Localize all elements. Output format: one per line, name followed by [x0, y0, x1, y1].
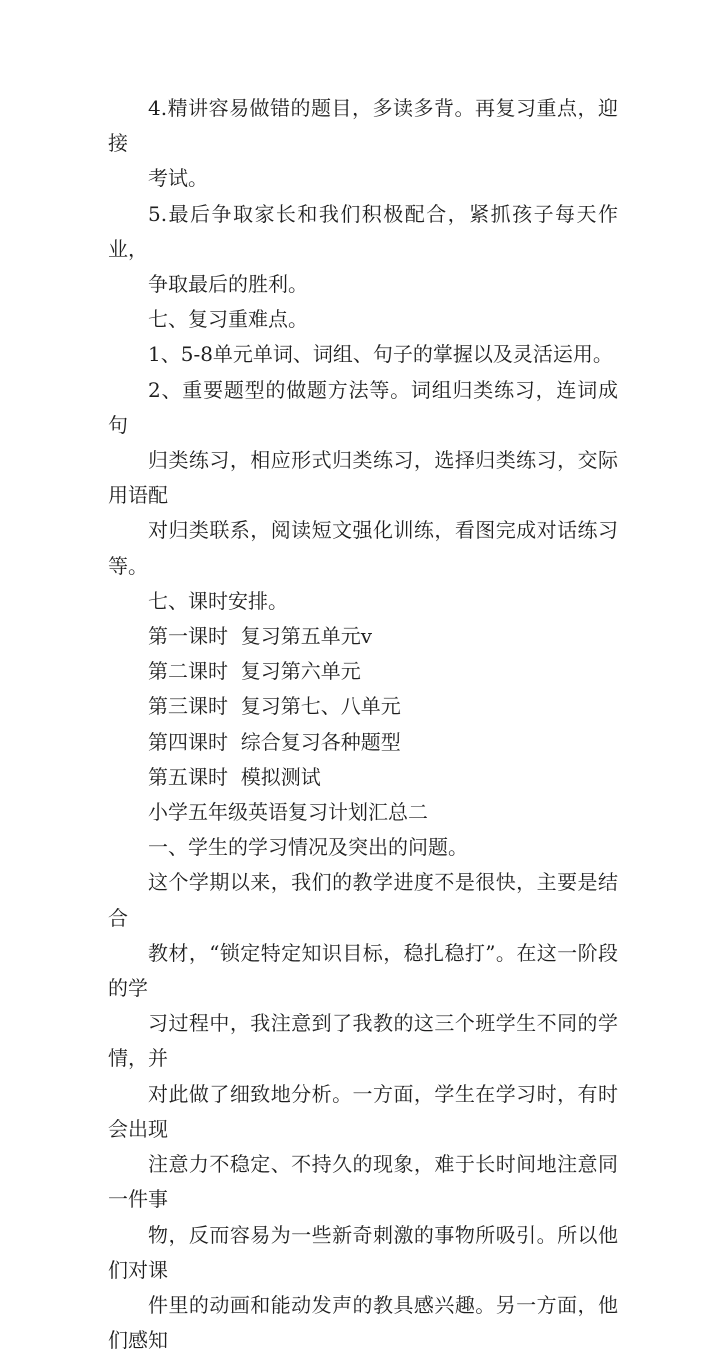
schedule-lesson-1: 第一课时 复习第五单元v [148, 624, 373, 649]
paragraph-student-analysis: 这个学期以来，我们的教学进度不是很快，主要是结合 教材，“锁定特定知识目标，稳扎稳打”。在这一阶段的学 习过程中，我注意到了我教的这三个班学生不同的学情，并 对此做了细致地分析。一方面，学生在学习时，有时会出现 注意力不稳定、不持久的现象，难于长时间地注意同一件事 物，反而容易为一些新奇刺激的事物所吸引。所以他们对课 件里的动画和能动发声的教具感兴趣。另一方面，他们感知 [108, 870, 618, 1353]
paragraph-review-item-5: 5.最后争取家长和我们积极配合，紧抓孩子每天作业， 争取最后的胜利。 [108, 201, 618, 297]
paragraph-key-point-2: 2、重要题型的做题方法等。词组归类练习，连词成句 归类练习，相应形式归类练习，选择归类练习，交际用语配 对归类联系，阅读短文强化训练，看图完成对话练习等。 [108, 377, 618, 578]
schedule-lesson-3: 第三课时 复习第七、八单元 [148, 694, 401, 719]
paragraph-review-item-4: 4.精讲容易做错的题目，多读多背。再复习重点，迎接 考试。 [108, 96, 618, 191]
paragraph-key-point-1: 1、5-8单元单词、词组、句子的掌握以及灵活运用。 [148, 342, 613, 367]
section-heading-key-points: 七、复习重难点。 [148, 307, 308, 332]
schedule-lesson-5: 第五课时 模拟测试 [148, 764, 321, 789]
document-page [108, 91, 618, 1358]
section-heading-student-situation: 一、学生的学习情况及突出的问题。 [148, 835, 468, 860]
section-heading-schedule: 七、课时安排。 [148, 588, 288, 613]
document-subtitle: 小学五年级英语复习计划汇总二 [148, 800, 428, 825]
schedule-lesson-4: 第四课时 综合复习各种题型 [148, 729, 401, 754]
schedule-lesson-2: 第二课时 复习第六单元 [148, 659, 361, 684]
